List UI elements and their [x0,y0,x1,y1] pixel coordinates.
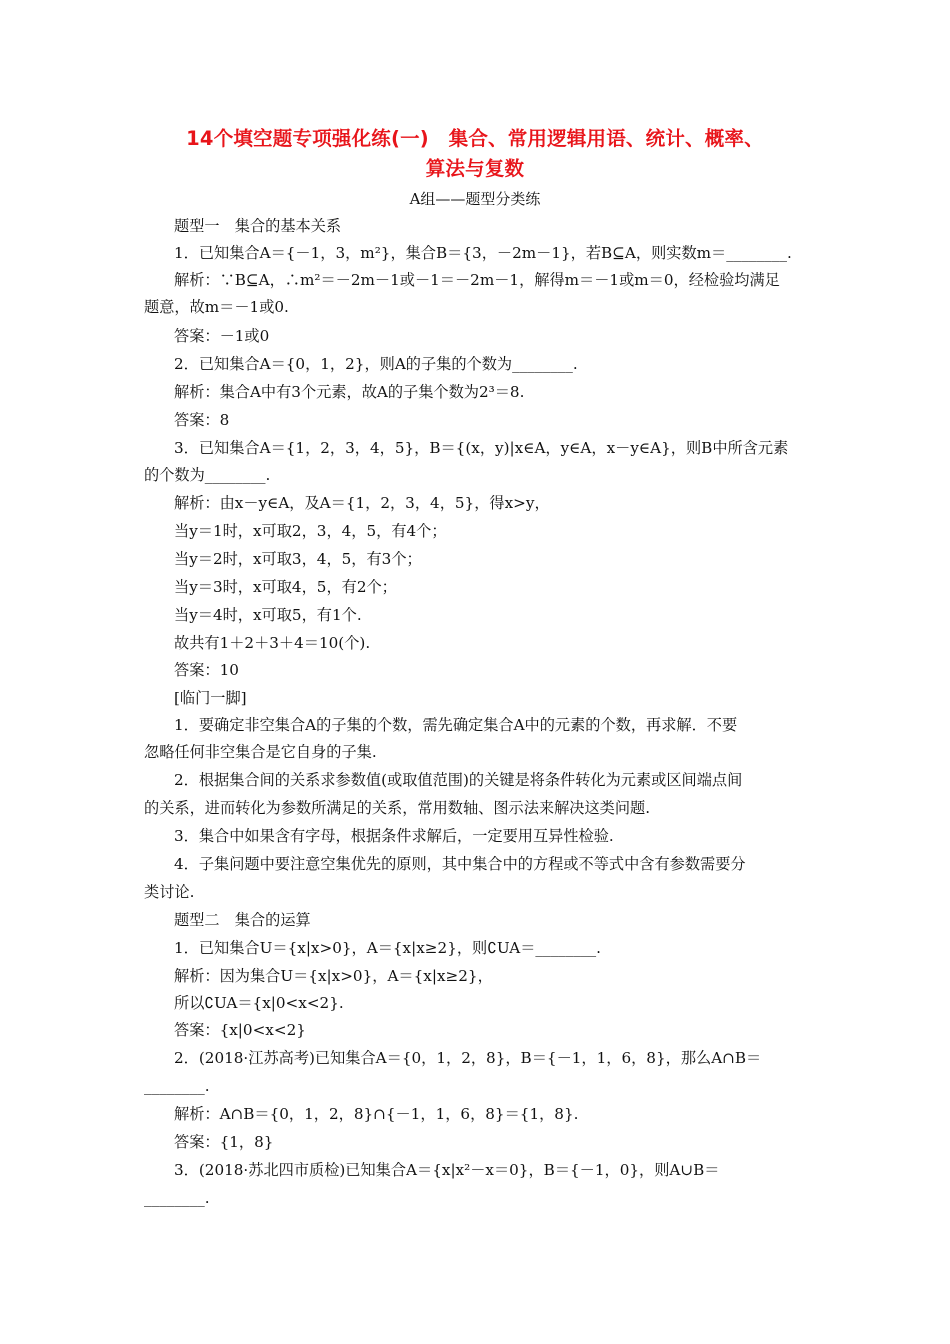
text-line: ________. [144,1077,210,1095]
text-line: 故共有1＋2＋3＋4＝10(个). [174,634,371,652]
text-line: 题意，故m＝－1或0. [144,298,289,316]
text-line: 答案：－1或0 [174,327,270,345]
text-line: 解析：由x－y∈A，及A＝{1，2，3，4，5}，得x>y， [174,494,550,512]
text-line: 题型二 集合的运算 [174,911,311,929]
text-line: 解析：∵B⊆A，∴m²＝－2m－1或－1＝－2m－1，解得m＝－1或m＝0，经检验均满足 [174,271,780,289]
text-line: 的个数为________. [144,466,271,484]
text-line: 2．已知集合A＝{0，1，2}，则A的子集的个数为________. [174,355,578,373]
text-line: 当y＝4时，x可取5，有1个. [174,606,362,624]
text-line: 题型一 集合的基本关系 [174,217,342,235]
text-line: ________. [144,1189,210,1207]
text-line: 所以∁UA＝{x|0<x<2}. [174,994,344,1012]
text-line: 忽略任何非空集合是它自身的子集. [144,743,377,761]
text-line: 答案：8 [174,411,230,429]
text-line: 的关系，进而转化为参数所满足的关系，常用数轴、图示法来解决这类问题. [144,799,651,817]
text-line: 解析：因为集合U＝{x|x>0}，A＝{x|x≥2}， [174,967,493,985]
text-line: 答案：{x|0<x<2} [174,1021,306,1039]
text-line: 1．已知集合U＝{x|x>0}，A＝{x|x≥2}，则∁UA＝________. [174,939,601,957]
title-line-1: 14个填空题专项强化练(一) 集合、常用逻辑用语、统计、概率、 [186,127,764,150]
text-line: 答案：{1，8} [174,1133,274,1151]
text-line: [临门一脚] [174,689,247,707]
text-line: 4．子集问题中要注意空集优先的原则，其中集合中的方程或不等式中含有参数需要分 [174,855,746,873]
text-line: 当y＝2时，x可取3，4，5，有3个； [174,550,422,568]
title-line-2: 算法与复数 [425,157,525,180]
group-label: A组——题型分类练 [409,190,541,208]
text-line: 解析：集合A中有3个元素，故A的子集个数为2³＝8. [174,383,525,401]
text-line: 当y＝1时，x可取2，3，4，5，有4个； [174,522,447,540]
text-line: 3．(2018·苏北四市质检)已知集合A＝{x|x²－x＝0}，B＝{－1，0}，则A∪B＝ [174,1161,720,1179]
text-line: 类讨论. [144,883,195,901]
text-line: 3．已知集合A＝{1，2，3，4，5}，B＝{(x，y)|x∈A，y∈A，x－y∈A}，则B中所含元素 [174,439,789,457]
text-line: 3．集合中如果含有字母，根据条件求解后，一定要用互异性检验. [174,827,614,845]
text-line: 2．(2018·江苏高考)已知集合A＝{0，1，2，8}，B＝{－1，1，6，8}，那么A∩B＝ [174,1049,762,1067]
text-line: 解析：A∩B＝{0，1，2，8}∩{－1，1，6，8}＝{1，8}. [174,1105,579,1123]
text-line: 2．根据集合间的关系求参数值(或取值范围)的关键是将条件转化为元素或区间端点间 [174,771,743,789]
text-line: 答案：10 [174,661,239,679]
document-title [0,124,950,184]
text-line: 当y＝3时，x可取4，5，有2个； [174,578,397,596]
text-line: 1．已知集合A＝{－1，3，m²}，集合B＝{3，－2m－1}，若B⊆A，则实数m＝________. [174,244,792,262]
text-line: 1．要确定非空集合A的子集的个数，需先确定集合A中的元素的个数，再求解．不要 [174,716,738,734]
